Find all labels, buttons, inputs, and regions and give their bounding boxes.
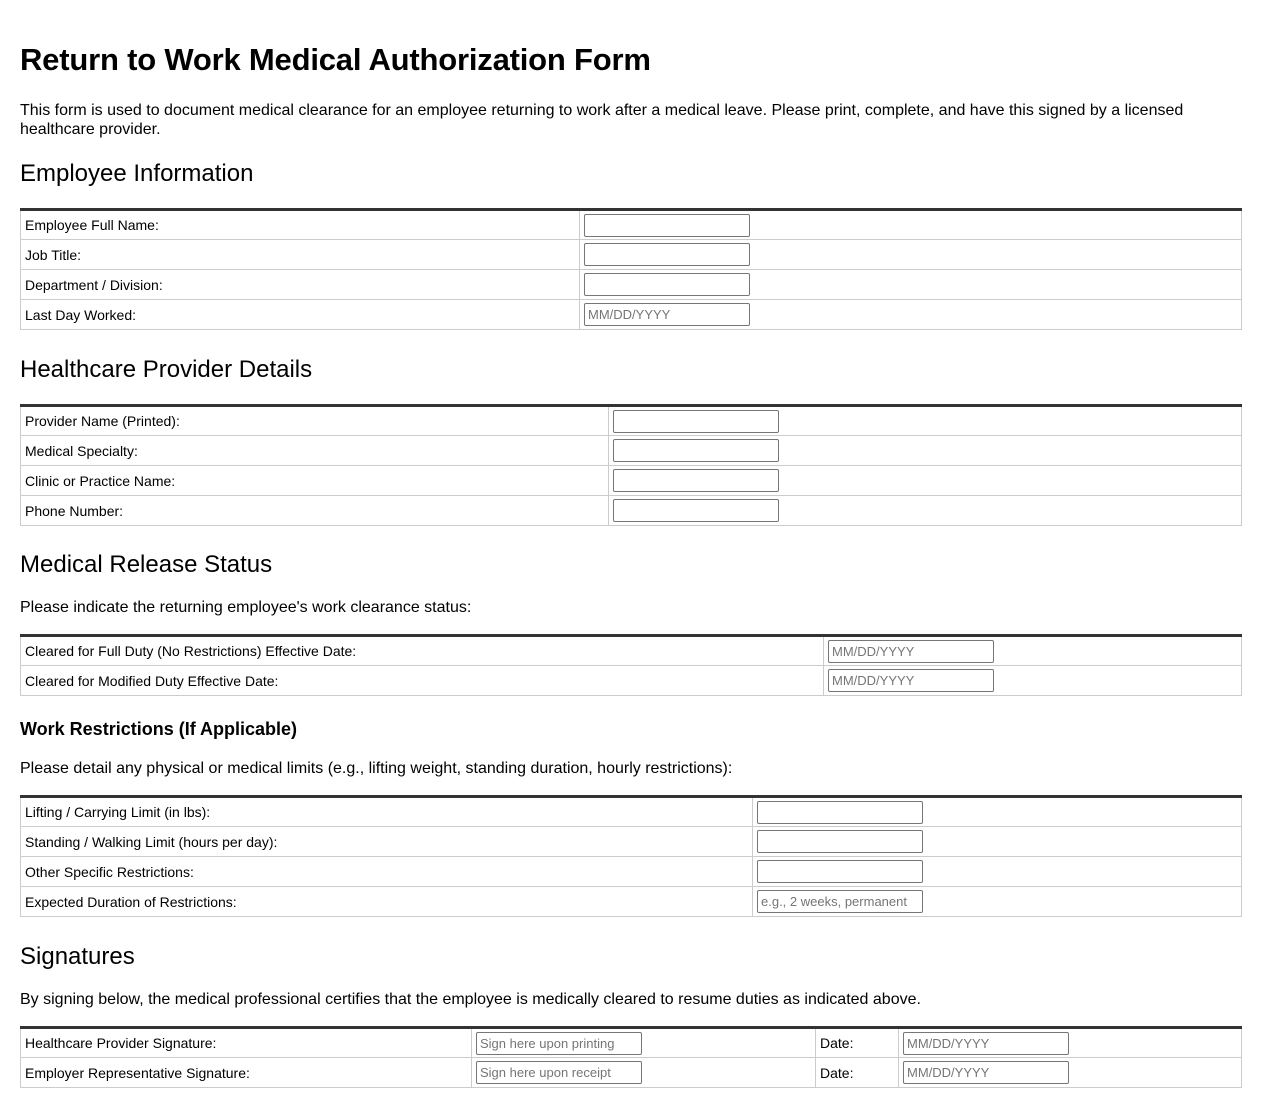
field-label: Phone Number:	[21, 496, 609, 526]
field-label: Lifting / Carrying Limit (in lbs):	[21, 797, 753, 827]
table-row	[21, 827, 1242, 857]
work-restrictions-table	[20, 795, 1242, 917]
signatures-certification-text: By signing below, the medical professional certifies that the employee is medically cleared to resume duties as indicated above.	[20, 991, 921, 1008]
section-heading-release: Medical Release Status	[20, 551, 273, 578]
table-row	[21, 300, 1242, 330]
table-row	[21, 406, 1242, 436]
field-label: Last Day Worked:	[21, 300, 580, 330]
table-row	[21, 270, 1242, 300]
section-heading-employee: Employee Information	[20, 160, 254, 187]
table-row	[21, 636, 1242, 666]
page-title: Return to Work Medical Authorization Form	[20, 42, 651, 77]
table-row	[21, 666, 1242, 696]
field-label: Provider Name (Printed):	[21, 406, 609, 436]
phone-number-input[interactable]	[613, 499, 779, 522]
table-row	[21, 436, 1242, 466]
provider-signature-input[interactable]	[476, 1032, 642, 1055]
release-status-table	[20, 634, 1242, 696]
date-label: Date:	[816, 1028, 899, 1058]
signatures-table	[20, 1026, 1242, 1088]
field-label: Healthcare Provider Signature:	[21, 1028, 472, 1058]
field-label: Employee Full Name:	[21, 210, 580, 240]
field-label: Clinic or Practice Name:	[21, 466, 609, 496]
restriction-duration-input[interactable]	[757, 890, 923, 913]
standing-limit-input[interactable]	[757, 830, 923, 853]
field-label: Medical Specialty:	[21, 436, 609, 466]
table-row	[21, 210, 1242, 240]
employee-full-name-input[interactable]	[584, 214, 750, 237]
date-label: Date:	[816, 1058, 899, 1088]
field-label: Standing / Walking Limit (hours per day):	[21, 827, 753, 857]
last-day-worked-input[interactable]	[584, 303, 750, 326]
full-duty-date-input[interactable]	[828, 640, 994, 663]
provider-name-input[interactable]	[613, 410, 779, 433]
field-label: Department / Division:	[21, 270, 580, 300]
field-label: Expected Duration of Restrictions:	[21, 887, 753, 917]
medical-specialty-input[interactable]	[613, 439, 779, 462]
table-row	[21, 240, 1242, 270]
table-row	[21, 797, 1242, 827]
employee-info-table	[20, 208, 1242, 330]
lifting-limit-input[interactable]	[757, 801, 923, 824]
table-row	[21, 887, 1242, 917]
table-row	[21, 857, 1242, 887]
field-label: Job Title:	[21, 240, 580, 270]
employer-signature-input[interactable]	[476, 1061, 642, 1084]
job-title-input[interactable]	[584, 243, 750, 266]
section-heading-provider: Healthcare Provider Details	[20, 356, 313, 383]
table-row	[21, 1028, 1242, 1058]
other-restrictions-input[interactable]	[757, 860, 923, 883]
field-label: Employer Representative Signature:	[21, 1058, 472, 1088]
field-label: Cleared for Full Duty (No Restrictions) Effective Date:	[21, 636, 824, 666]
provider-details-table	[20, 404, 1242, 526]
field-label: Cleared for Modified Duty Effective Date:	[21, 666, 824, 696]
clinic-name-input[interactable]	[613, 469, 779, 492]
section-heading-signatures: Signatures	[20, 943, 135, 970]
modified-duty-date-input[interactable]	[828, 669, 994, 692]
table-row	[21, 1058, 1242, 1088]
table-row	[21, 496, 1242, 526]
department-input[interactable]	[584, 273, 750, 296]
field-label: Other Specific Restrictions:	[21, 857, 753, 887]
release-instructions: Please indicate the returning employee's work clearance status:	[20, 599, 472, 616]
subsection-heading-restrictions: Work Restrictions (If Applicable)	[20, 719, 298, 739]
provider-signature-date-input[interactable]	[903, 1032, 1069, 1055]
intro-text: This form is used to document medical clearance for an employee returning to work after a medical leave. Please print, complete, and have this signed by a licensed healthcare provider.	[20, 102, 1184, 138]
table-row	[21, 466, 1242, 496]
employer-signature-date-input[interactable]	[903, 1061, 1069, 1084]
restrictions-instructions: Please detail any physical or medical limits (e.g., lifting weight, standing duration, hourly restrictions):	[20, 760, 733, 777]
